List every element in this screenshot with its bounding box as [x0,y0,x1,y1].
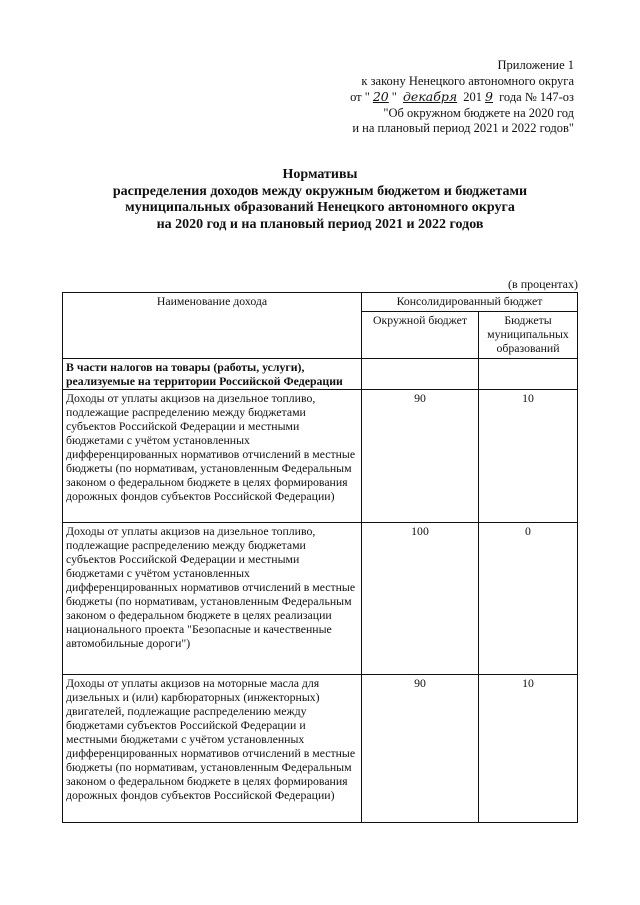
table-row [63,675,578,823]
handwritten-day: 20 [372,89,389,104]
handwritten-month: декабря [403,89,458,104]
title-line-2: распределения доходов между окружным бюджетом и бюджетами [112,183,528,199]
table-row [63,390,578,523]
revenue-name: Доходы от уплаты акцизов на дизельное топливо, подлежащие распределению между бюджетами субъектов Российской Федерации и местными бюджетами с учётом установленных дифференцированных нормативов отчислений в местные бюджеты (по нормативам, установленным Федеральным законом о федеральном бюджете в целях реализации национального проекта "Безопасные и качественные автомобильные дороги") [63,523,362,675]
header-consolidated: Консолидированный бюджет [362,293,578,312]
municipal-percent: 10 [479,675,578,823]
revenue-table [62,292,578,823]
table-header-row [63,293,578,312]
appendix-label: Приложение 1 [497,58,574,72]
header-municipal-budgets: Бюджеты муниципальных образований [479,312,578,359]
law-reference: к закону Ненецкого автономного округа [361,73,574,88]
title-line-4: на 2020 год и на плановый период 2021 и 2022 годов [156,216,484,232]
okrug-percent: 100 [362,523,479,675]
municipal-percent: 0 [479,523,578,675]
table-section-row [63,359,578,390]
title-line-1: Нормативы [282,167,358,182]
law-date-line: от " 20 " декабря 201 9 года № 147-оз [350,89,574,104]
units-note: (в процентах) [508,277,578,291]
revenue-name: Доходы от уплаты акцизов на дизельное топливо, подлежащие распределению между бюджетами субъектов Российской Федерации и местными бюджетами с учётом установленных дифференцированных нормативов отчислений в местные бюджеты (по нормативам, установленным Федеральным законом о федеральном бюджете в целях формирования дорожных фондов субъектов Российской Федерации) [63,390,362,523]
section-title: В части налогов на товары (работы, услуги), реализуемые на территории Российской Федерации [63,359,362,390]
title-line-3: муниципальных образований Ненецкого автономного округа [125,200,515,215]
municipal-percent: 10 [479,390,578,523]
appendix-header [350,58,574,137]
okrug-percent: 90 [362,390,479,523]
table-row [63,523,578,675]
handwritten-year: 9 [485,89,493,104]
header-okrug-budget: Окружной бюджет [362,312,479,359]
document-title [60,167,580,233]
section-municipal-cell [479,359,578,390]
okrug-percent: 90 [362,675,479,823]
law-title-line-1: "Об окружном бюджете на 2020 год [383,105,574,120]
section-okrug-cell [362,359,479,390]
revenue-name: Доходы от уплаты акцизов на моторные масла для дизельных и (или) карбюраторных (инжекторных) двигателей, подлежащие распределению между бюджетами субъектов Российской Федерации и местными бюджетами с учётом установленных дифференцированных нормативов отчислений в местные бюджеты (по нормативам, установленным Федеральным законом о федеральном бюджете в целях формирования дорожных фондов субъектов Российской Федерации) [63,675,362,823]
header-revenue-name: Наименование дохода [63,293,362,359]
law-number: года № 147-оз [499,90,574,104]
law-title-line-2: и на плановый период 2021 и 2022 годов" [352,121,574,135]
